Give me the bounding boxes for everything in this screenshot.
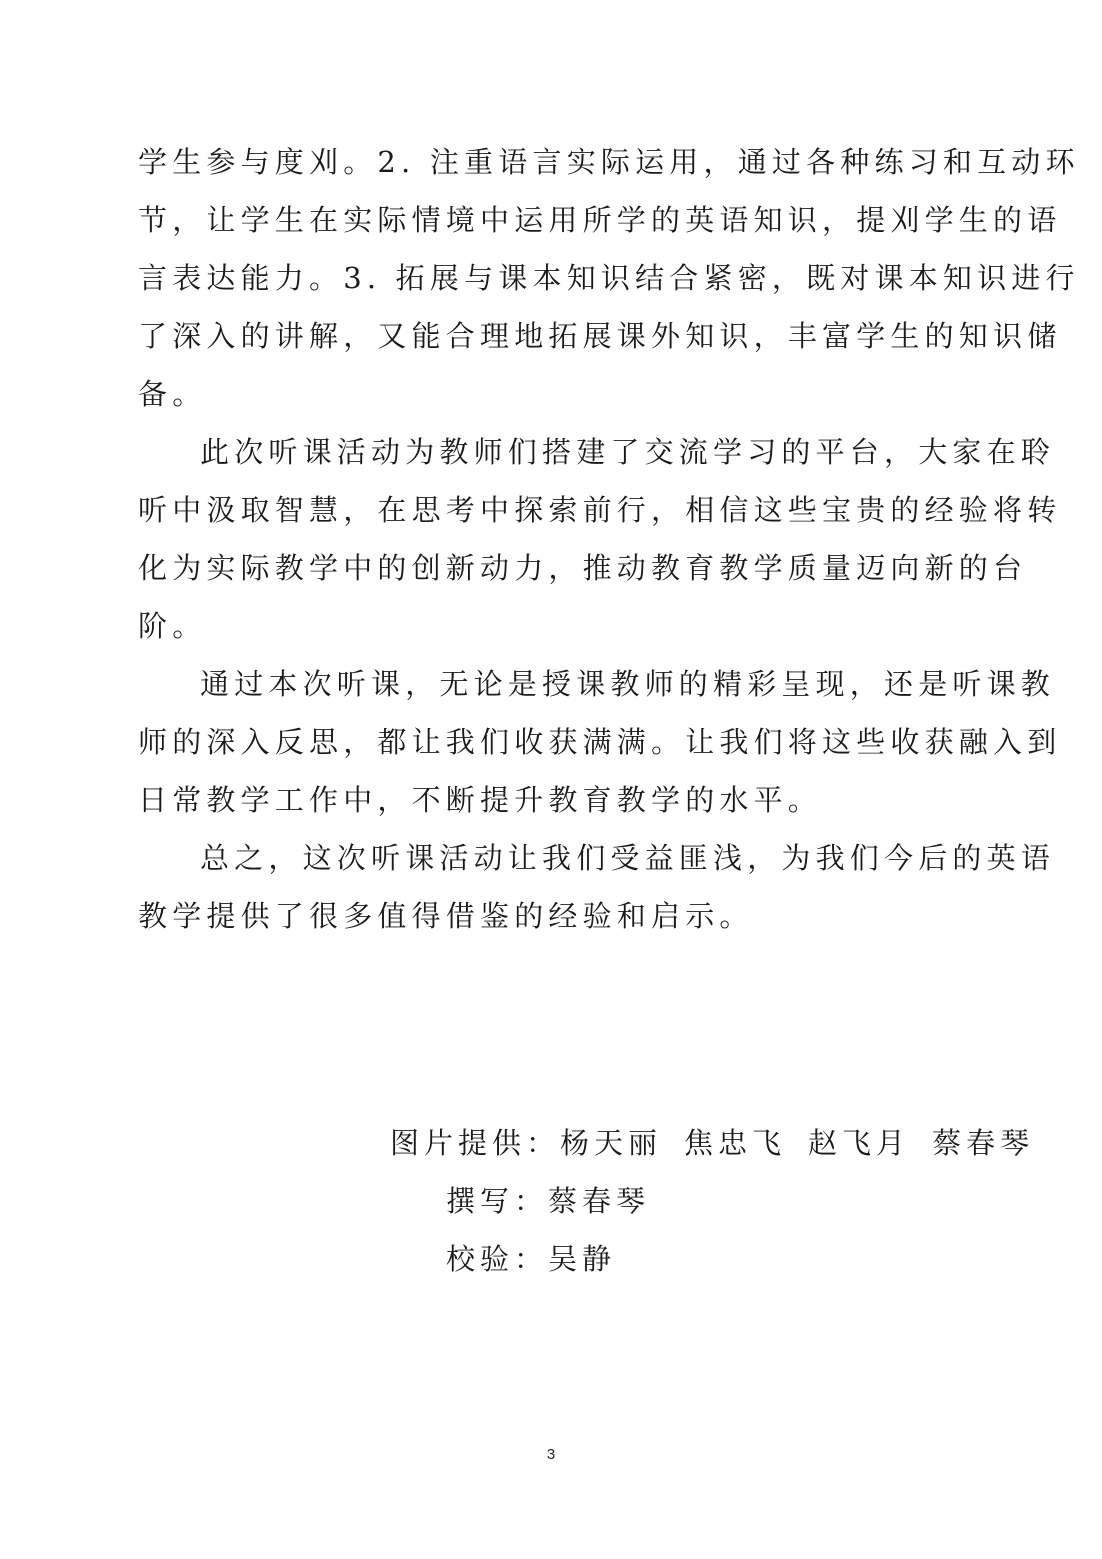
photo-credit-name: 赵飞月 [808,1126,911,1160]
proofreader-credit-name: 吴静 [548,1242,617,1276]
proofreader-credit-label: 校验： [446,1242,549,1276]
paragraph-3-line-2: 师的深入反思，都让我们收获满满。让我们将这些收获融入到 [138,725,1062,759]
photo-credit-names [560,1126,1034,1160]
paragraph-1-line-5: 备。 [138,377,207,411]
writer-credit-label: 撰写： [446,1184,549,1218]
writer-credit-name: 蔡春琴 [548,1184,651,1218]
photo-credit-name: 蔡春琴 [932,1126,1035,1160]
paragraph-2-line-2: 听中汲取智慧，在思考中探索前行，相信这些宝贵的经验将转 [138,493,1062,527]
page-number: 3 [546,1446,556,1463]
article-body [138,133,1080,945]
paragraph-2-line-4: 阶。 [138,609,207,643]
paragraph-1-line-1: 学生参与度刈。2. 注重语言实际运用，通过各种练习和互动环 [138,145,1080,179]
paragraph-3-line-3: 日常教学工作中，不断提升教育教学的水平。 [138,783,823,817]
paragraph-4-line-2: 教学提供了很多值得借鉴的经验和启示。 [138,899,754,933]
paragraph-3-line-1: 通过本次听课，无论是授课教师的精彩呈现，还是听课教 [200,667,1056,701]
paragraph-1-line-4: 了深入的讲解，又能合理地拓展课外知识，丰富学生的知识储 [138,319,1062,353]
photo-credit-name: 焦忠飞 [684,1126,787,1160]
paragraph-4-line-1: 总之，这次听课活动让我们受益匪浅，为我们今后的英语 [200,841,1056,875]
photo-credit [390,1114,1034,1172]
paragraph-1-line-3: 言表达能力。3. 拓展与课本知识结合紧密，既对课本知识进行 [138,261,1080,295]
proofreader-credit [446,1230,616,1288]
paragraph-1-line-2: 节，让学生在实际情境中运用所学的英语知识，提刈学生的语 [138,203,1062,237]
photo-credit-name: 杨天丽 [560,1126,663,1160]
paragraph-2-line-1: 此次听课活动为教师们搭建了交流学习的平台，大家在聆 [200,435,1056,469]
writer-credit [446,1172,650,1230]
paragraph-2-line-3: 化为实际教学中的创新动力，推动教育教学质量迈向新的台 [138,551,1028,585]
photo-credit-label: 图片提供： [390,1126,561,1160]
